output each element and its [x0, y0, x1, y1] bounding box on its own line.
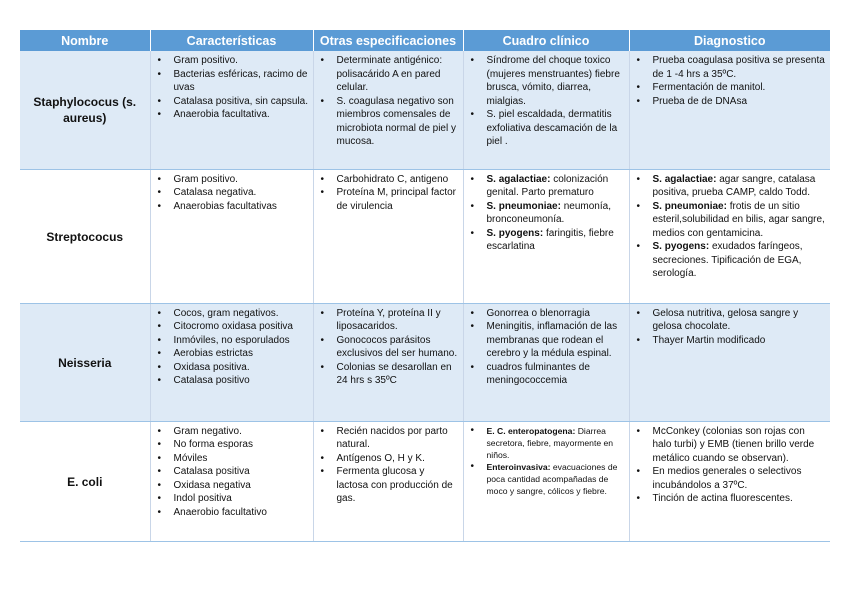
caracteristicas-cell	[150, 169, 313, 303]
cuadro-clinico-cell	[463, 303, 629, 421]
table-row	[20, 421, 830, 541]
bold-label: S. pneumoniae:	[652, 200, 727, 212]
list-item: • Anaerobia facultativa.	[155, 108, 309, 122]
bacteria-name: Streptococus	[20, 169, 150, 303]
list-item: • Anaerobias facultativas	[155, 200, 309, 214]
list-item: • Prueba coagulasa positiva se presenta de 1 -4 hrs a 35ºC.	[634, 54, 827, 81]
cuadro-clinico-cell	[463, 421, 629, 541]
bacteria-name: Staphylococus (s. aureus)	[20, 51, 150, 169]
cuadro-list	[468, 307, 625, 388]
caracteristicas-list	[155, 173, 309, 214]
list-item: • Cocos, gram negativos.	[155, 307, 309, 321]
caracteristicas-cell	[150, 303, 313, 421]
cuadro-list	[468, 425, 625, 497]
list-item: • Determinate antigénico: polisacárido A en pared celular.	[318, 54, 459, 95]
header-diagnostico: Diagnostico	[629, 30, 830, 51]
list-item: • Proteína Y, proteína II y liposacaridos.	[318, 307, 459, 334]
diagnostico-cell	[629, 169, 830, 303]
list-item: • Gram positivo.	[155, 173, 309, 187]
otras-especificaciones-cell	[313, 51, 463, 169]
list-item: • S. agalactiae: agar sangre, catalasa positiva, prueba CAMP, caldo Todd.	[634, 173, 827, 200]
header-otras-especificaciones: Otras especificaciones	[313, 30, 463, 51]
list-item: • Gram negativo.	[155, 425, 309, 439]
otras-list	[318, 173, 459, 214]
list-item: • Meningitis, inflamación de las membranas que rodean el cerebro y la médula espinal.	[468, 320, 625, 361]
bold-label: E. C. enteropatogena:	[486, 425, 576, 436]
bacteria-name: E. coli	[20, 421, 150, 541]
list-item: • S. pneumoniae: neumonía, bronconeumonía.	[468, 200, 625, 227]
bacteria-table-container	[20, 30, 830, 542]
list-item: • Carbohidrato C, antigeno	[318, 173, 459, 187]
list-item: • Aerobias estrictas	[155, 347, 309, 361]
list-item: • Colonias se desarollan en 24 hrs s 35ºC	[318, 361, 459, 388]
list-item: • No forma esporas	[155, 438, 309, 452]
cuadro-clinico-cell	[463, 169, 629, 303]
list-item: • Inmóviles, no esporulados	[155, 334, 309, 348]
list-item: • Catalasa positiva	[155, 465, 309, 479]
bold-label: S. pyogens:	[486, 227, 544, 239]
list-item: • Proteína M, principal factor de virulencia	[318, 186, 459, 213]
list-item: • Thayer Martin modificado	[634, 334, 827, 348]
header-caracteristicas: Características	[150, 30, 313, 51]
list-item: • Gonococos parásitos exclusivos del ser humano.	[318, 334, 459, 361]
list-item: • Gonorrea o blenorragia	[468, 307, 625, 321]
list-item: • En medios generales o selectivos incubándolos a 37ºC.	[634, 465, 827, 492]
bacteria-name: Neisseria	[20, 303, 150, 421]
bold-label: S. agalactiae:	[486, 173, 551, 185]
otras-especificaciones-cell	[313, 421, 463, 541]
list-item: • Fermentación de manitol.	[634, 81, 827, 95]
diagnostico-list	[634, 307, 827, 348]
list-item: • Móviles	[155, 452, 309, 466]
list-item: • S. pyogens: exudados faríngeos, secreciones. Tipificación de EGA, serología.	[634, 240, 827, 281]
list-item: • S. pneumoniae: frotis de un sitio esteril,solubilidad en bilis, agar sangre, medios con gentamicina.	[634, 200, 827, 241]
bold-label: S. pneumoniae:	[486, 200, 561, 212]
list-item: • S. coagulasa negativo son miembros comensales de microbiota normal de piel y mucosa.	[318, 95, 459, 149]
caracteristicas-list	[155, 307, 309, 388]
list-item: • Catalasa negativa.	[155, 186, 309, 200]
list-item: • Tinción de actina fluorescentes.	[634, 492, 827, 506]
list-item: • S. piel escaldada, dermatitis exfoliativa descamación de la piel .	[468, 108, 625, 149]
table-row	[20, 51, 830, 169]
list-item: • Gelosa nutritiva, gelosa sangre y gelosa chocolate.	[634, 307, 827, 334]
list-item: • cuadros fulminantes de meningococcemia	[468, 361, 625, 388]
header-cuadro-clinico: Cuadro clínico	[463, 30, 629, 51]
list-item: • Gram positivo.	[155, 54, 309, 68]
cuadro-clinico-cell	[463, 51, 629, 169]
list-item: • S. agalactiae: colonización genital. Parto prematuro	[468, 173, 625, 200]
diagnostico-list	[634, 54, 827, 108]
table-row	[20, 303, 830, 421]
list-item: • McConkey (colonias son rojas con halo turbi) y EMB (tienen brillo verde metálico cuando se observan).	[634, 425, 827, 466]
caracteristicas-cell	[150, 51, 313, 169]
caracteristicas-list	[155, 54, 309, 122]
diagnostico-cell	[629, 421, 830, 541]
list-item: • Prueba de de DNAsa	[634, 95, 827, 109]
header-nombre: Nombre	[20, 30, 150, 51]
list-item: • Síndrome del choque toxico (mujeres menstruantes) fiebre brusca, vómito, diarrea, mialgias.	[468, 54, 625, 108]
list-item: • Indol positiva	[155, 492, 309, 506]
otras-especificaciones-cell	[313, 169, 463, 303]
bacteria-comparison-table	[20, 30, 830, 542]
otras-list	[318, 54, 459, 149]
cuadro-list	[468, 54, 625, 149]
diagnostico-cell	[629, 303, 830, 421]
list-item: • Oxidasa negativa	[155, 479, 309, 493]
list-item: • Catalasa positivo	[155, 374, 309, 388]
list-item: • E. C. enteropatogena: Diarrea secretora, fiebre, mayormente en niños.	[468, 425, 625, 461]
list-item: • Oxidasa positiva.	[155, 361, 309, 375]
list-item: • Antígenos O, H y K.	[318, 452, 459, 466]
list-item: • Citocromo oxidasa positiva	[155, 320, 309, 334]
cuadro-list	[468, 173, 625, 254]
bold-label: S. agalactiae:	[652, 173, 717, 185]
list-item: • Enteroinvasiva: evacuaciones de poca cantidad acompañadas de moco y sangre, cólicos y fiebre.	[468, 461, 625, 497]
list-item: • Recién nacidos por parto natural.	[318, 425, 459, 452]
otras-especificaciones-cell	[313, 303, 463, 421]
bold-label: S. pyogens:	[652, 241, 710, 252]
caracteristicas-cell	[150, 421, 313, 541]
bold-label: Enteroinvasiva:	[486, 461, 551, 472]
otras-list	[318, 307, 459, 388]
list-item: • S. pyogens: faringitis, fiebre escarlatina	[468, 227, 625, 254]
diagnostico-list	[634, 173, 827, 281]
diagnostico-cell	[629, 51, 830, 169]
list-item: • Anaerobio facultativo	[155, 506, 309, 520]
list-item: • Bacterias esféricas, racimo de uvas	[155, 68, 309, 95]
table-row	[20, 169, 830, 303]
diagnostico-list	[634, 425, 827, 506]
list-item: • Catalasa positiva, sin capsula.	[155, 95, 309, 109]
header-row	[20, 30, 830, 51]
caracteristicas-list	[155, 425, 309, 520]
list-item: • Fermenta glucosa y lactosa con producción de gas.	[318, 465, 459, 506]
otras-list	[318, 425, 459, 506]
